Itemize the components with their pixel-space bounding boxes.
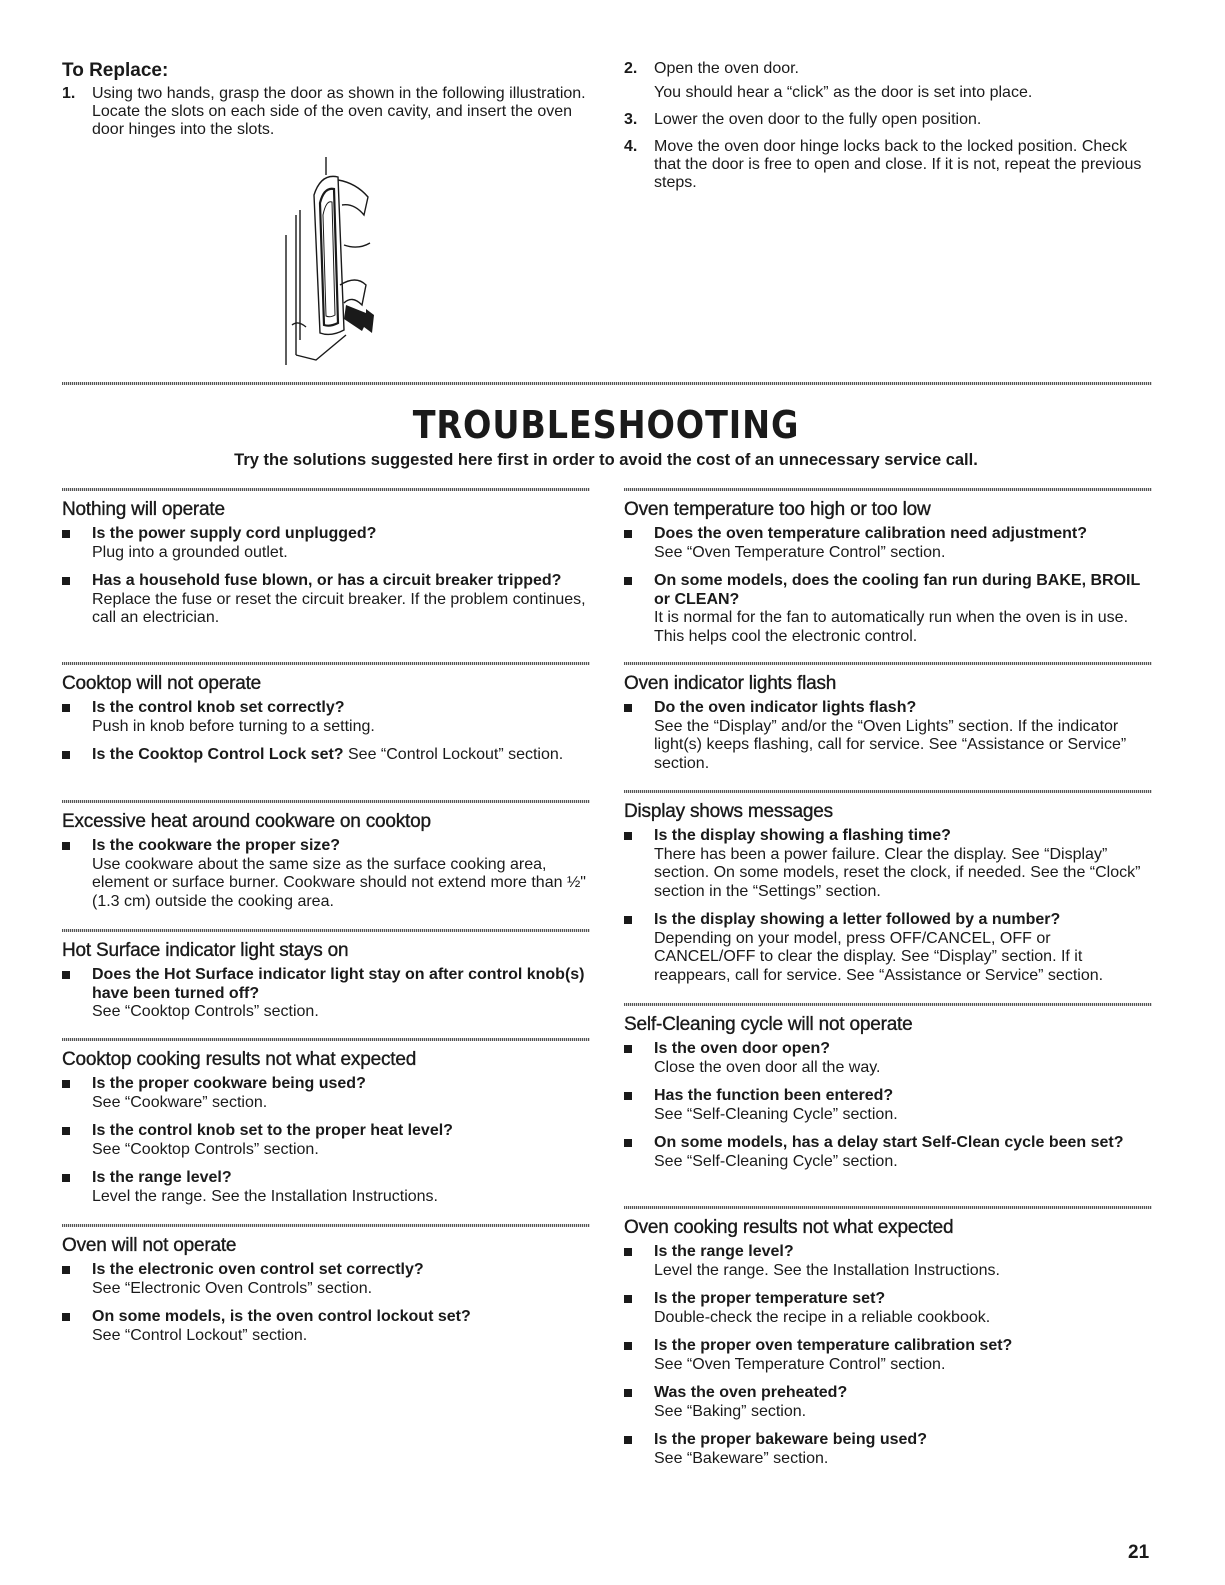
answer: See “Cooktop Controls” section. xyxy=(92,1140,319,1158)
bullet-icon xyxy=(62,1127,70,1135)
section-hot-surface-light xyxy=(62,940,592,1022)
section-indicator-lights xyxy=(624,673,1156,773)
item-list xyxy=(624,525,1156,646)
answer: See “Oven Temperature Control” section. xyxy=(654,1355,946,1373)
replace-step-3 xyxy=(624,111,1156,129)
question: On some models, is the oven control lockout set? xyxy=(92,1308,471,1325)
list-item xyxy=(624,572,1156,646)
bullet-icon xyxy=(624,1139,632,1147)
bullet-icon xyxy=(624,916,632,924)
divider-rule xyxy=(62,929,590,932)
answer: Push in knob before turning to a setting. xyxy=(92,717,375,735)
replace-heading: To Replace: xyxy=(62,60,169,81)
bullet-icon xyxy=(624,577,632,585)
divider-rule xyxy=(624,1003,1152,1006)
bullet-icon xyxy=(624,530,632,538)
list-item xyxy=(624,1337,1156,1374)
section-self-cleaning xyxy=(624,1014,1156,1171)
question: Do the oven indicator lights flash? xyxy=(654,699,917,716)
answer: Depending on your model, press OFF/CANCEL, OFF or CANCEL/OFF to clear the display. See “Display” section. If it reappears, call for service. See “Assistance or Service” section. xyxy=(654,929,1104,984)
question: On some models, does the cooling fan run during BAKE, BROIL or CLEAN? xyxy=(654,572,1140,608)
item-list xyxy=(624,699,1156,773)
section-heading: Oven cooking results not what expected xyxy=(624,1217,954,1238)
question: Is the proper temperature set? xyxy=(654,1290,886,1307)
bullet-icon xyxy=(624,1389,632,1397)
answer: See “Baking” section. xyxy=(654,1402,807,1420)
item-list xyxy=(62,1075,592,1206)
divider-rule xyxy=(62,662,590,665)
section-heading: Nothing will operate xyxy=(62,499,225,520)
question: Is the oven door open? xyxy=(654,1040,831,1057)
list-item xyxy=(624,827,1156,901)
section-nothing-will-operate xyxy=(62,499,592,628)
list-item xyxy=(624,525,1156,562)
divider-rule xyxy=(62,382,1152,385)
bullet-icon xyxy=(624,1342,632,1350)
list-item xyxy=(62,966,592,1022)
item-list xyxy=(62,525,592,628)
list-item xyxy=(62,746,592,765)
list-item xyxy=(62,837,592,911)
answer: See “Electronic Oven Controls” section. xyxy=(92,1279,373,1297)
answer: Double-check the recipe in a reliable cookbook. xyxy=(654,1308,991,1326)
section-heading: Excessive heat around cookware on cooktop xyxy=(62,811,431,832)
question: Is the proper oven temperature calibration set? xyxy=(654,1337,1013,1354)
divider-rule xyxy=(62,1224,590,1227)
item-list xyxy=(62,699,592,765)
list-item xyxy=(624,1431,1156,1468)
replace-left-column xyxy=(62,60,592,148)
bullet-icon xyxy=(62,1313,70,1321)
replace-steps-right xyxy=(624,60,1156,192)
section-oven-will-not-operate xyxy=(62,1235,592,1345)
question: On some models, has a delay start Self-Clean cycle been set? xyxy=(654,1134,1124,1151)
step-text: Lower the oven door to the fully open position. xyxy=(654,111,982,128)
list-item xyxy=(624,699,1156,773)
item-list xyxy=(62,837,592,911)
bullet-icon xyxy=(624,1092,632,1100)
question: Does the Hot Surface indicator light stay on after control knob(s) have been turned off? xyxy=(92,966,585,1002)
bullet-icon xyxy=(62,751,70,759)
section-heading: Oven temperature too high or too low xyxy=(624,499,931,520)
question: Is the proper cookware being used? xyxy=(92,1075,366,1092)
step-text: Using two hands, grasp the door as shown in the following illustration. Locate the slots on each side of the oven cavity, and insert the oven door hinges into the slots. xyxy=(92,85,586,138)
step-text: Open the oven door. xyxy=(654,60,799,77)
bullet-icon xyxy=(624,1045,632,1053)
list-item xyxy=(62,1075,592,1112)
question: Does the oven temperature calibration need adjustment? xyxy=(654,525,1087,542)
answer: It is normal for the fan to automatically run when the oven is in use. This helps cool the electronic control. xyxy=(654,609,1129,645)
replace-steps-left xyxy=(62,85,592,139)
bullet-icon xyxy=(62,842,70,850)
item-list xyxy=(624,1040,1156,1171)
list-item xyxy=(624,1243,1156,1280)
section-cooktop-will-not-operate xyxy=(62,673,592,765)
bullet-icon xyxy=(62,1080,70,1088)
divider-rule xyxy=(624,1206,1152,1209)
section-heading: Hot Surface indicator light stays on xyxy=(62,940,349,961)
list-item xyxy=(624,1290,1156,1327)
bullet-icon xyxy=(624,832,632,840)
page-subtitle: Try the solutions suggested here first in order to avoid the cost of an unnecessary service call. xyxy=(234,451,978,469)
step-number: 3. xyxy=(624,111,638,128)
list-item xyxy=(62,572,592,628)
answer: Plug into a grounded outlet. xyxy=(92,543,288,561)
answer: See “Control Lockout” section. xyxy=(92,1326,308,1344)
bullet-icon xyxy=(624,704,632,712)
list-item xyxy=(62,525,592,562)
question: Is the Cooktop Control Lock set? xyxy=(92,746,344,763)
list-item xyxy=(62,1261,592,1298)
step-number: 2. xyxy=(624,60,638,77)
answer: Level the range. See the Installation Instructions. xyxy=(92,1187,438,1205)
section-heading: Self-Cleaning cycle will not operate xyxy=(624,1014,913,1035)
bullet-icon xyxy=(624,1248,632,1256)
replace-step-2 xyxy=(624,60,1156,102)
bullet-icon xyxy=(62,1266,70,1274)
section-oven-temperature xyxy=(624,499,1156,646)
step-text: Move the oven door hinge locks back to the locked position. Check that the door is free to open and close. If it is not, repeat the previous steps. xyxy=(654,138,1142,191)
answer: Replace the fuse or reset the circuit breaker. If the problem continues, call an electrician. xyxy=(92,590,586,626)
replace-step-1 xyxy=(62,85,592,139)
question: Is the cookware the proper size? xyxy=(92,837,341,854)
list-item xyxy=(624,911,1156,985)
answer: See “Cookware” section. xyxy=(92,1093,268,1111)
question: Is the range level? xyxy=(654,1243,794,1260)
answer: See “Control Lockout” section. xyxy=(343,746,564,763)
replace-right-column xyxy=(624,60,1156,201)
question: Is the display showing a flashing time? xyxy=(654,827,951,844)
bullet-icon xyxy=(624,1436,632,1444)
section-heading: Oven indicator lights flash xyxy=(624,673,837,694)
question: Is the electronic oven control set correctly? xyxy=(92,1261,424,1278)
question: Is the control knob set to the proper heat level? xyxy=(92,1122,453,1139)
question: Was the oven preheated? xyxy=(654,1384,848,1401)
section-display-messages xyxy=(624,801,1156,985)
section-excessive-heat xyxy=(62,811,592,911)
question: Is the range level? xyxy=(92,1169,232,1186)
item-list xyxy=(62,966,592,1022)
list-item xyxy=(62,699,592,736)
answer: See “Bakeware” section. xyxy=(654,1449,829,1467)
answer: Close the oven door all the way. xyxy=(654,1058,881,1076)
answer: See the “Display” and/or the “Oven Lights” section. If the indicator light(s) keeps flashing, call for service. See “Assistance or Service” section. xyxy=(654,717,1127,772)
question: Has the function been entered? xyxy=(654,1087,894,1104)
answer: Use cookware about the same size as the surface cooking area, element or surface burner. Cookware should not extend more than ½" (1.3 cm) outside the cooking area. xyxy=(92,855,586,910)
answer: See “Oven Temperature Control” section. xyxy=(654,543,946,561)
bullet-icon xyxy=(62,1174,70,1182)
replace-step-4 xyxy=(624,138,1156,192)
section-heading: Oven will not operate xyxy=(62,1235,237,1256)
divider-rule xyxy=(62,1038,590,1041)
section-cooktop-results xyxy=(62,1049,592,1206)
question: Is the control knob set correctly? xyxy=(92,699,345,716)
divider-rule xyxy=(624,488,1152,491)
answer: There has been a power failure. Clear the display. See “Display” section. On some models, reset the clock, if needed. See the “Clock” section in the “Settings” section. xyxy=(654,845,1141,900)
list-item xyxy=(624,1040,1156,1077)
section-oven-results xyxy=(624,1217,1156,1468)
answer: See “Self-Cleaning Cycle” section. xyxy=(654,1152,898,1170)
bullet-icon xyxy=(624,1295,632,1303)
divider-rule xyxy=(624,662,1152,665)
list-item xyxy=(624,1134,1156,1171)
question: Has a household fuse blown, or has a circuit breaker tripped? xyxy=(92,572,562,589)
answer: See “Cooktop Controls” section. xyxy=(92,1003,319,1020)
answer: Level the range. See the Installation Instructions. xyxy=(654,1261,1000,1279)
bullet-icon xyxy=(62,704,70,712)
divider-rule xyxy=(624,790,1152,793)
list-item xyxy=(624,1384,1156,1421)
bullet-icon xyxy=(62,577,70,585)
item-list xyxy=(624,827,1156,985)
page-number: 21 xyxy=(1128,1542,1150,1563)
question: Is the proper bakeware being used? xyxy=(654,1431,927,1448)
step-number: 4. xyxy=(624,138,638,155)
list-item xyxy=(62,1122,592,1159)
question: Is the power supply cord unplugged? xyxy=(92,525,377,542)
divider-rule xyxy=(62,800,590,803)
item-list xyxy=(62,1261,592,1345)
bullet-icon xyxy=(62,530,70,538)
section-heading: Cooktop cooking results not what expected xyxy=(62,1049,417,1070)
answer: See “Self-Cleaning Cycle” section. xyxy=(654,1105,898,1123)
step-subtext: You should hear a “click” as the door is set into place. xyxy=(654,84,1033,101)
divider-rule xyxy=(62,488,590,491)
bullet-icon xyxy=(62,971,70,979)
section-heading: Cooktop will not operate xyxy=(62,673,262,694)
step-number: 1. xyxy=(62,85,76,102)
question: Is the display showing a letter followed by a number? xyxy=(654,911,1061,928)
section-heading: Display shows messages xyxy=(624,801,833,822)
list-item xyxy=(624,1087,1156,1124)
oven-door-illustration xyxy=(276,155,376,370)
list-item xyxy=(62,1308,592,1345)
page-title: TROUBLESHOOTING xyxy=(412,403,800,447)
item-list xyxy=(624,1243,1156,1468)
list-item xyxy=(62,1169,592,1206)
